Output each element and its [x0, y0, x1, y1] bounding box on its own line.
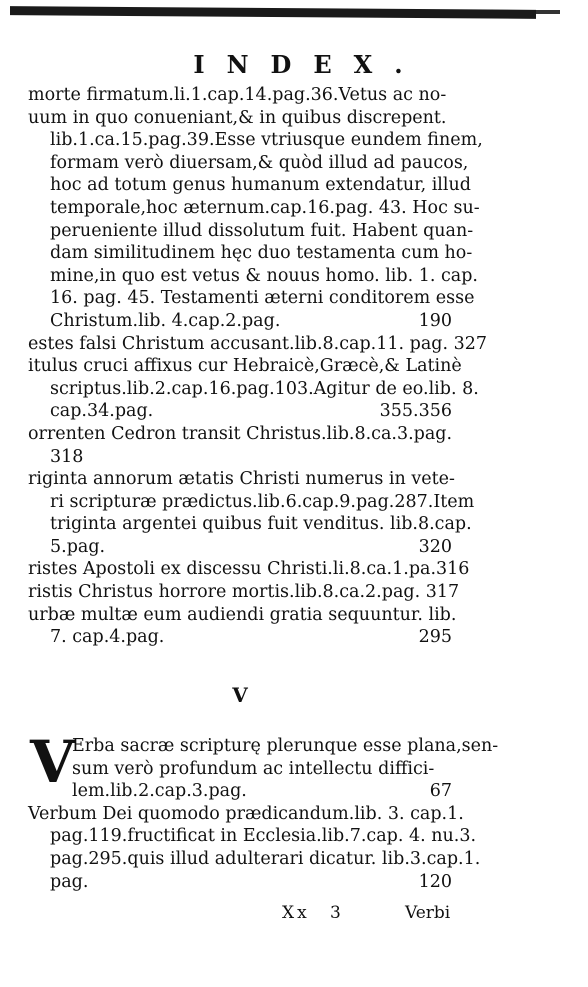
- index-line: [28, 758, 458, 781]
- index-line: [28, 355, 462, 378]
- index-line: [28, 825, 477, 848]
- index-line: [28, 446, 458, 469]
- index-line: [28, 423, 458, 446]
- index-line-text: morte firmatum.li.1.cap.14.pag.36.Vetus ac no-: [28, 85, 447, 105]
- top-rule-end: [536, 10, 560, 14]
- index-line-text: temporale,hoc æternum.cap.16.pag. 43. Hoc su-: [50, 197, 480, 218]
- page-reference: 190: [418, 310, 452, 331]
- page-header: INDEX.: [193, 50, 425, 79]
- page-footer: [0, 903, 588, 927]
- signature-number: 3: [330, 903, 341, 923]
- index-line: [28, 848, 481, 871]
- index-line-text: ristis Christus horrore mortis.lib.8.ca.2.pag. 317: [28, 582, 460, 603]
- index-line-text: 7. cap.4.pag.: [50, 627, 165, 648]
- index-line: [28, 84, 458, 107]
- index-line-text: pag.119.fructificat in Ecclesia.lib.7.cap. 4. nu.3.: [50, 826, 477, 847]
- index-line-text: pag.: [50, 871, 89, 892]
- index-line-text: scriptus.lib.2.cap.16.pag.103.Agitur de eo.lib. 8.: [50, 378, 479, 399]
- index-line: [28, 491, 475, 514]
- index-line: [28, 197, 480, 220]
- index-line-text: lib.1.ca.15.pag.39.Esse vtriusque eundem finem,: [50, 130, 483, 151]
- index-line: [28, 287, 475, 310]
- section-letter: V: [232, 683, 248, 707]
- index-line: [28, 174, 471, 197]
- index-line: [28, 242, 473, 265]
- top-rule: [10, 6, 536, 19]
- index-line: [28, 513, 472, 536]
- index-line-text: riginta annorum ætatis Christi numerus in vete-: [28, 469, 455, 490]
- index-line: [28, 871, 458, 894]
- index-line-text: dam similitudinem hęc duo testamenta cum ho-: [50, 243, 473, 264]
- index-line-text: triginta argentei quibus fuit venditus. lib.8.cap.: [50, 514, 472, 535]
- index-entries-v: [28, 728, 499, 893]
- index-line-text: Verbum Dei quomodo prædicandum.lib. 3. cap.1.: [28, 803, 464, 824]
- index-line-text: ri scripturæ prædictus.lib.6.cap.9.pag.287.Item: [50, 491, 475, 512]
- index-line: [28, 581, 458, 604]
- index-line-text: perueniente illud dissolutum fuit. Habent quan-: [50, 220, 474, 241]
- index-line: [28, 378, 479, 401]
- index-line-text: mine,in quo est vetus & nouus homo. lib. 1. cap.: [50, 265, 478, 286]
- index-line: [28, 468, 458, 491]
- index-line: [28, 220, 474, 243]
- index-line-text: Erba sacræ scripturę plerunque esse plana,sen-: [72, 736, 499, 756]
- index-line-text: estes falsi Christum accusant.lib.8.cap.11. pag. 327: [28, 333, 487, 354]
- index-line-text: itulus cruci affixus cur Hebraicè,Græcè,& Latinè: [28, 356, 462, 377]
- index-line: [28, 400, 458, 423]
- index-line: [28, 626, 458, 649]
- drop-cap: V: [30, 728, 76, 796]
- index-line-text: sum verò profundum ac intellectu diffici-: [72, 758, 435, 779]
- index-line-text: uum in quo conueniant,& in quibus discrepent.: [28, 107, 447, 128]
- page-reference: 120: [418, 871, 452, 892]
- index-line-text: pag.295.quis illud adulterari dicatur. lib.3.cap.1.: [50, 848, 481, 869]
- index-line-text: 5.pag.: [50, 536, 106, 557]
- index-line-text: orrenten Cedron transit Christus.lib.8.ca.3.pag.: [28, 423, 453, 444]
- page-reference: 67: [429, 781, 452, 802]
- index-line: [28, 152, 469, 175]
- page-reference: 295: [418, 627, 452, 648]
- index-line-text: ristes Apostoli ex discessu Christi.li.8.ca.1.pa.316: [28, 559, 470, 580]
- index-line-text: 16. pag. 45. Testamenti æterni conditorem esse: [50, 288, 475, 309]
- signature-mark: Xx: [282, 903, 310, 923]
- index-line-text: formam verò diuersam,& quòd illud ad paucos,: [50, 152, 469, 173]
- index-line: [28, 780, 458, 803]
- index-line-text: urbæ multæ eum audiendi gratia sequuntur. lib.: [28, 604, 457, 625]
- index-entries: [28, 84, 487, 649]
- page-reference: 355.356: [379, 401, 452, 422]
- index-line: [28, 604, 458, 627]
- index-line-text: hoc ad totum genus humanum extendatur, illud: [50, 175, 471, 196]
- index-line: [28, 558, 470, 581]
- index-line: [28, 129, 483, 152]
- index-line: [28, 107, 458, 130]
- index-line: [28, 803, 464, 826]
- page-reference: 320: [418, 536, 452, 557]
- index-line-text: cap.34.pag.: [50, 401, 154, 422]
- index-line-text: Christum.lib. 4.cap.2.pag.: [50, 310, 281, 331]
- index-line-text: 318: [50, 446, 84, 467]
- index-line-text: lem.lib.2.cap.3.pag.: [72, 781, 247, 802]
- catchword: Verbi: [405, 903, 451, 923]
- index-line: [28, 265, 478, 288]
- index-line: [28, 536, 458, 559]
- index-line: [28, 333, 487, 356]
- index-line: [28, 310, 458, 333]
